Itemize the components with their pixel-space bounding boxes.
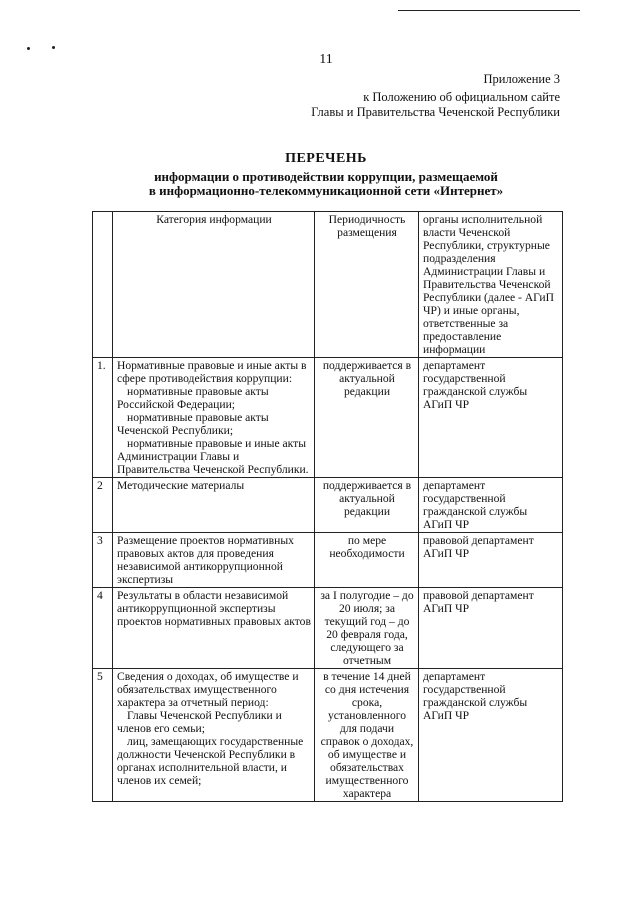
row-responsible: департамент государственной гражданской службы АГиП ЧР [419, 669, 563, 802]
category-paragraph: Размещение проектов нормативных правовых актов для проведения независимой антикоррупционной экспертизы [117, 534, 294, 586]
table-row [93, 588, 563, 669]
row-category [113, 358, 315, 478]
appendix-line: к Положению об официальном сайте [363, 90, 560, 104]
row-period: поддерживается в актуальной редакции [315, 478, 419, 533]
row-number: 1. [93, 358, 113, 478]
category-paragraph: Главы Чеченской Республики и членов его семьи; [117, 709, 282, 735]
row-period: поддерживается в актуальной редакции [315, 358, 419, 478]
category-paragraph: Сведения о доходах, об имуществе и обязательствах имущественного характера за отчетный период: [117, 670, 299, 709]
document-title: ПЕРЕЧЕНЬ [285, 151, 367, 166]
row-responsible: правовой департамент АГиП ЧР [419, 533, 563, 588]
row-responsible: департамент государственной гражданской службы АГиП ЧР [419, 358, 563, 478]
row-category [113, 669, 315, 802]
row-period: в течение 14 дней со дня истечения срока, установленного для подачи справок о доходах, об имуществе и обязательствах имущественного характера [315, 669, 419, 802]
appendix-note [311, 72, 560, 120]
appendix-line: Приложение 3 [483, 72, 560, 86]
row-responsible: правовой департамент АГиП ЧР [419, 588, 563, 669]
scan-speck [27, 47, 30, 50]
row-category [113, 533, 315, 588]
row-number: 4 [93, 588, 113, 669]
row-responsible: департамент государственной гражданской службы АГиП ЧР [419, 478, 563, 533]
table-row [93, 533, 563, 588]
row-category [113, 588, 315, 669]
category-paragraph: Нормативные правовые и иные акты в сфере противодействия коррупции: [117, 359, 307, 385]
row-number: 3 [93, 533, 113, 588]
document-subtitle [0, 170, 640, 198]
table-row [93, 669, 563, 802]
row-number: 2 [93, 478, 113, 533]
header-responsible: органы исполнительной власти Чеченской Республики, структурные подразделения Администрации Главы и Правительства Чеченской Республики (далее - АГиП ЧР) и иные органы, ответственные за предоставление информации [419, 212, 563, 358]
subtitle-line: в информационно-телекоммуникационной сети «Интернет» [148, 183, 504, 198]
header-category: Категория информации [113, 212, 315, 358]
info-table [92, 211, 563, 802]
category-paragraph: нормативные правовые и иные акты Администрации Главы и Правительства Чеченской Республики. [117, 437, 309, 476]
subtitle-line: информации о противодействии коррупции, размещаемой [154, 169, 498, 184]
category-paragraph: нормативные правовые акты Российской Федерации; [117, 385, 269, 411]
row-period: по мере необходимости [315, 533, 419, 588]
table-row [93, 358, 563, 478]
category-paragraph: нормативные правовые акты Чеченской Республики; [117, 411, 269, 437]
category-paragraph: лиц, замещающих государственные должности Чеченской Республики в органах исполнительной власти, и членов их семей; [117, 735, 304, 787]
table-header-row [93, 212, 563, 358]
row-period: за I полугодие – до 20 июля; за текущий год – до 20 февраля года, следующего за отчетным [315, 588, 419, 669]
header-num [93, 212, 113, 358]
row-number: 5 [93, 669, 113, 802]
category-paragraph: Результаты в области независимой антикоррупционной экспертизы проектов нормативных правовых актов [117, 589, 311, 628]
table-row [93, 478, 563, 533]
scan-speck [52, 46, 55, 49]
category-paragraph: Методические материалы [117, 479, 245, 492]
row-category [113, 478, 315, 533]
header-rule [398, 10, 580, 11]
page-number: 11 [319, 52, 333, 67]
header-period: Периодичность размещения [315, 212, 419, 358]
appendix-line: Главы и Правительства Чеченской Республики [311, 105, 560, 119]
